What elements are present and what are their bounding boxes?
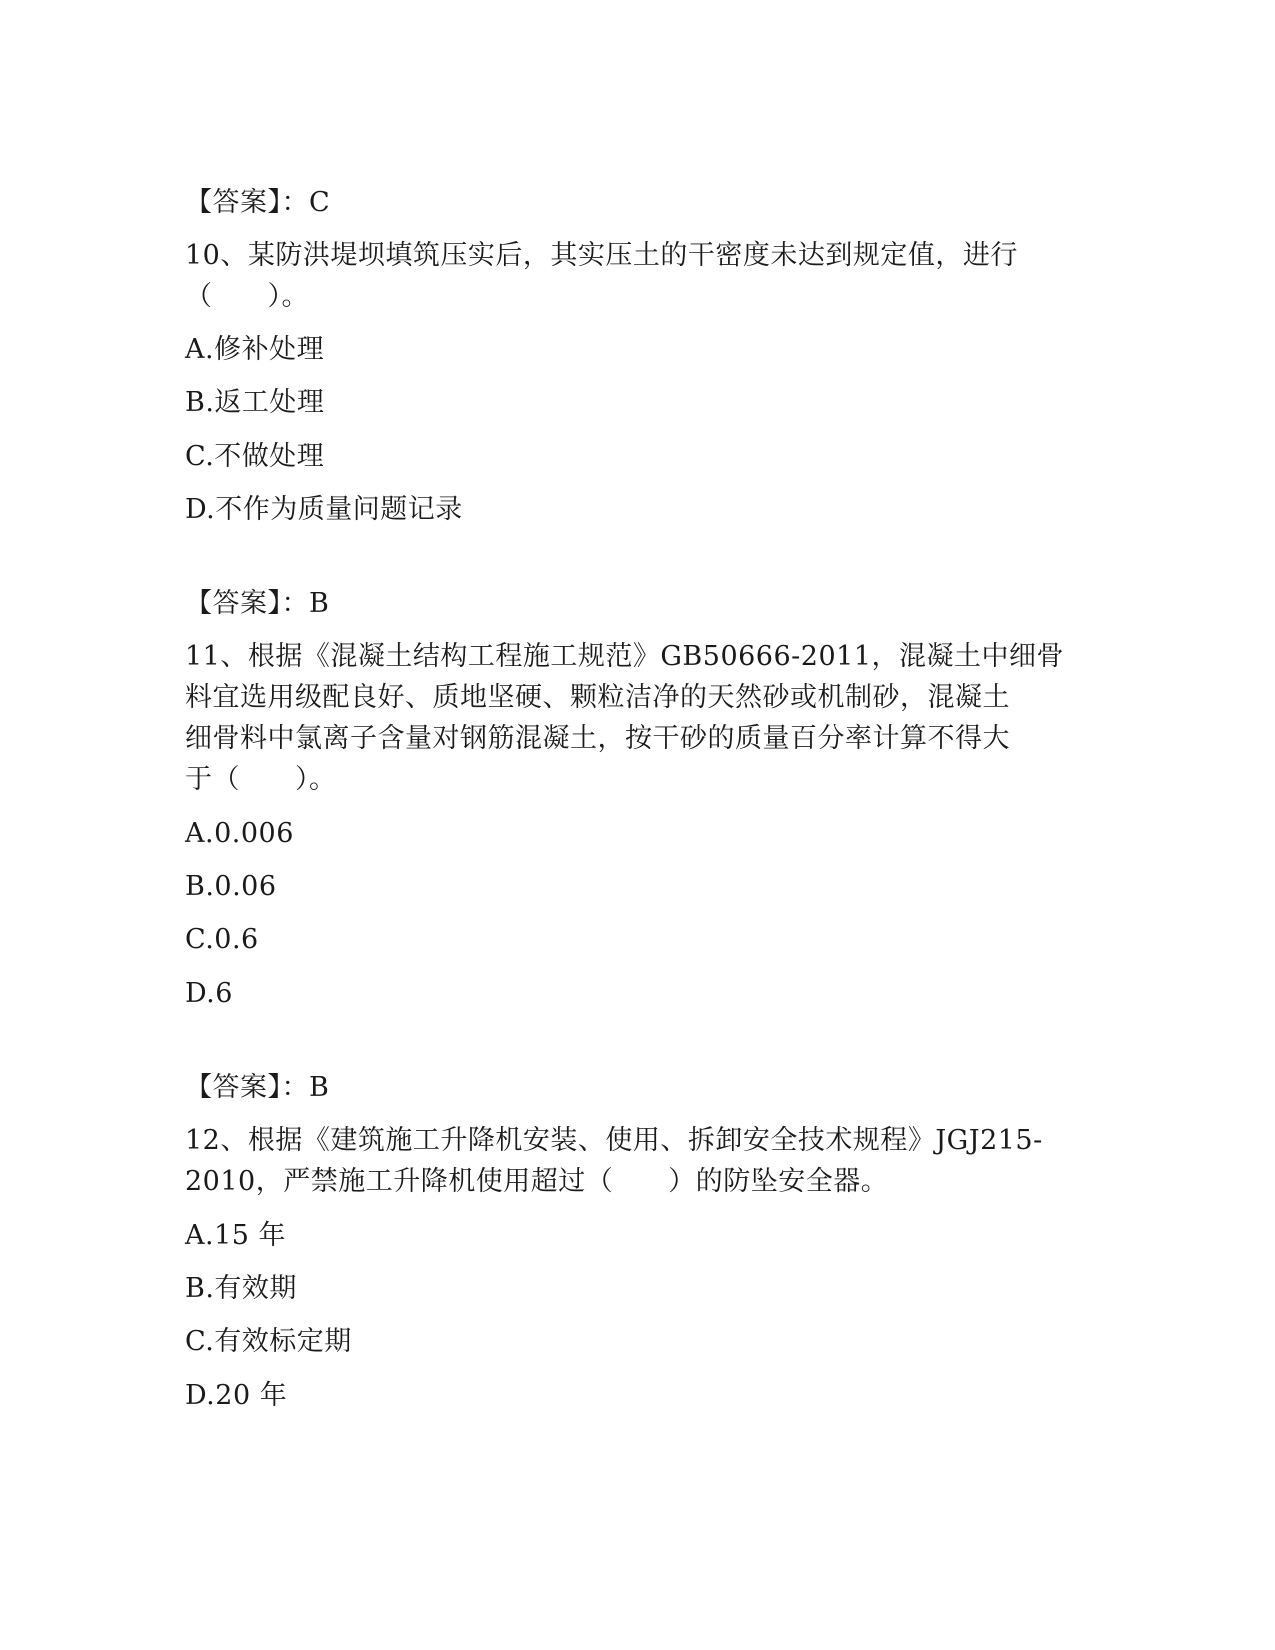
question-10-option-a: A.修补处理: [185, 334, 325, 365]
answer-label-q11: 【答案】：B: [185, 1072, 330, 1103]
question-10-option-d: D.不作为质量问题记录: [185, 494, 463, 525]
question-10-option-c: C.不做处理: [185, 441, 325, 472]
question-12-text-line-2: 2010，严禁施工升降机使用超过（ ）的防坠安全器。: [185, 1166, 889, 1197]
question-12-option-c: C.有效标定期: [185, 1326, 352, 1357]
question-11-text-line-1: 11、根据《混凝土结构工程施工规范》GB50666-2011，混凝土中细骨: [185, 641, 1064, 672]
question-12-option-b: B.有效期: [185, 1273, 297, 1304]
question-11-text-line-3: 细骨料中氯离子含量对钢筋混凝土，按干砂的质量百分率计算不得大: [185, 723, 1010, 754]
answer-label-q10: 【答案】：B: [185, 588, 330, 619]
question-11-text-line-2: 料宜选用级配良好、质地坚硬、颗粒洁净的天然砂或机制砂，混凝土: [185, 682, 1010, 713]
question-12-option-d: D.20 年: [185, 1380, 288, 1411]
question-12-text-line-1: 12、根据《建筑施工升降机安装、使用、拆卸安全技术规程》JGJ215-: [185, 1125, 1043, 1156]
question-11-option-a: A.0.006: [185, 818, 294, 849]
question-10-option-b: B.返工处理: [185, 387, 325, 418]
question-10-text-line-2: （ ）。: [185, 281, 309, 312]
question-10-text-line-1: 10、某防洪堤坝填筑压实后，其实压土的干密度未达到规定值，进行: [185, 240, 1018, 271]
question-11-option-b: B.0.06: [185, 871, 277, 902]
question-11-text-line-4: 于（ ）。: [185, 764, 337, 795]
question-11-option-d: D.6: [185, 978, 233, 1009]
answer-label-q9: 【答案】：C: [185, 187, 331, 218]
question-12-option-a: A.15 年: [185, 1220, 287, 1251]
question-11-option-c: C.0.6: [185, 924, 259, 955]
